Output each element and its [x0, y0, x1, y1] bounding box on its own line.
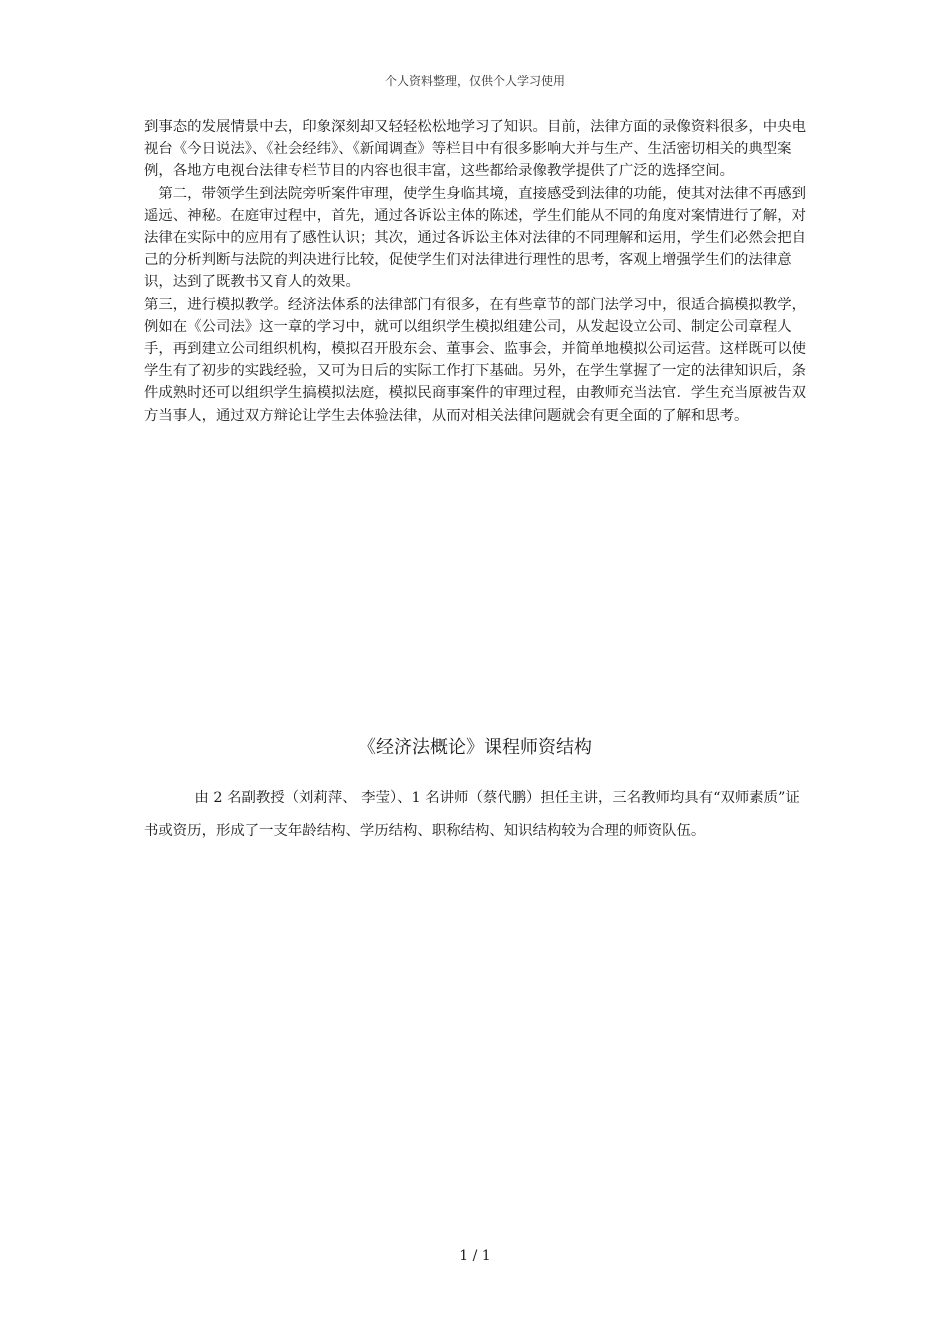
body-text: [144, 116, 808, 427]
paragraph-court-observation: 第二，带领学生到法院旁听案件审理，使学生身临其境，直接感受到法律的功能，使其对法律不再感到遥远、神秘。在庭审过程中，首先，通过各诉讼主体的陈述，学生们能从不同的角度对案情进行了解，对法律在实际中的应用有了感性认识；其次，通过各诉讼主体对法律的不同理解和运用，学生们必然会把自己的分析判断与法院的判决进行比较，促使学生们对法律进行理性的思考，客观上增强学生们的法律意识，达到了既教书又育人的效果。: [144, 185, 806, 291]
section-title: 《经济法概论》课程师资结构: [358, 737, 592, 758]
section-paragraph: 由 2 名副教授（刘莉萍、 李莹）、1 名讲师（蔡代鹏）担任主讲，三名教师均具有“双师素质”证书或资历，形成了一支年龄结构、学历结构、职称结构、知识结构较为合理的师资队伍。: [144, 790, 800, 839]
page-number: 1 / 1: [459, 1248, 491, 1264]
paragraph-simulation-teaching: 第三，进行模拟教学。经济法体系的法律部门有很多，在有些章节的部门法学习中，很适合搞模拟教学，例如在《公司法》这一章的学习中，就可以组织学生模拟组建公司，从发起设立公司、制定公司章程人手，再到建立公司组织机构，模拟召开股东会、董事会、监事会，并简单地模拟公司运营。这样既可以使学生有了初步的实践经验，又可为日后的实际工作打下基础。另外，在学生掌握了一定的法律知识后，条件成熟时还可以组织学生搞模拟法庭，模拟民商事案件的审理过程，由教师充当法官．学生充当原被告双方当事人，通过双方辩论让学生去体验法律，从而对相关法律问题就会有更全面的了解和思考。: [144, 296, 806, 424]
page-header: 个人资料整理，仅供个人学习使用: [384, 74, 565, 88]
paragraph-video-teaching: 到事态的发展情景中去，印象深刻却又轻轻松松地学习了知识。目前，法律方面的录像资料很多，中央电视台《今日说法》、《社会经纬》、《新闻调查》等栏目中有很多影响大并与生产、生活密切相关的典型案例，各地方电视台法律专栏节目的内容也很丰富，这些都给录像教学提供了广泛的选择空间。: [144, 119, 806, 180]
